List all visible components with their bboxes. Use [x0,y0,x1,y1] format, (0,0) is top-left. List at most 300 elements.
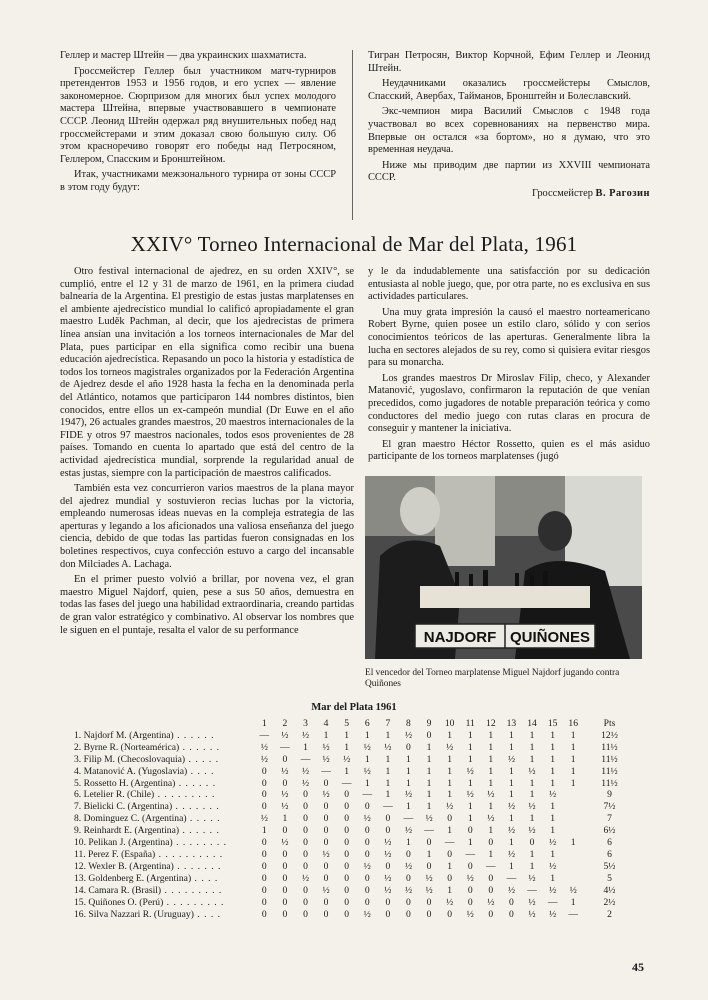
score-cell: ½ [466,789,474,801]
score-cell: 1 [385,765,391,777]
score-cell: 0 [303,860,308,872]
score-cell: — [424,825,434,837]
score-cell: 1 [529,860,535,872]
table-header-row [74,718,636,730]
score-cell: — [341,777,352,789]
score-cell: 1 [467,813,473,825]
signature-name: В. Рагозин [595,187,650,199]
column-header: 2 [282,718,288,729]
score-cell: 0 [282,908,288,920]
score-cell: 0 [261,801,267,813]
score-cell: ½ [528,765,536,777]
score-cell: ½ [549,837,557,849]
article-right-column [368,266,650,467]
column-header: 3 [303,718,308,729]
score-cell: 1 [385,789,391,801]
score-cell: 0 [323,837,329,849]
score-cell: 0 [303,813,308,825]
score-cell: ½ [363,741,371,753]
score-cell: — [300,753,311,765]
score-cell: 0 [282,896,288,908]
score-cell: 1 [550,765,555,777]
score-cell: 1 [426,801,432,813]
score-cell: ½ [281,765,289,777]
score-cell: 1 [509,813,514,825]
score-cell: ½ [466,908,474,920]
score-cell: ½ [425,813,433,825]
score-cell: 1 [467,741,473,753]
column-header: 15 [547,718,558,729]
leader-dots: . . . . . . [179,825,220,837]
table-row [74,873,636,885]
score-cell: 1 [550,872,555,884]
score-cell: 1 [488,765,494,777]
player-name: 7. Bielicki C. (Argentina) [74,801,173,813]
score-cell: 1 [509,789,514,801]
points-cell: 7 [607,813,612,825]
score-cell: 1 [550,777,555,789]
photo-illustration [365,476,642,659]
score-cell: ½ [301,872,310,884]
score-cell: 0 [426,860,432,872]
score-cell: 1 [447,729,453,741]
score-cell: 1 [426,765,432,777]
score-cell: 0 [488,872,494,884]
score-cell: 0 [261,848,267,860]
ru-paragraph: Гроссмейстер Геллер был участником матч-турниров претендентов 1953 и 1956 годов, и его успех — явление закономерное. Сюрпризом для многих был успех молодого мастера Штейна, впервые участвовавшего в чемпионате СССР. Леонид Штейн одержал ряд внушительных побед над гроссмейстерами и этим доказал свою большую силу. Об этом красноречиво говорят его победы над Петросяном, Геллером, Спасским и Бронштейном. [60,65,336,165]
score-cell: 1 [364,777,370,789]
score-cell: 0 [323,908,329,920]
score-cell [563,861,584,873]
score-cell: 1 [364,729,370,741]
score-cell: 1 [550,813,555,825]
score-cell: 1 [529,813,535,825]
score-cell: 0 [303,908,308,920]
player-name-cell [74,837,254,849]
score-cell: ½ [363,908,371,920]
table-row [74,754,636,766]
table-row [74,897,636,909]
score-cell: 0 [323,825,329,837]
score-cell: 0 [261,872,267,884]
player-name-cell [74,778,254,790]
score-cell [563,825,584,837]
leader-dots: . . . . [191,872,219,884]
score-cell: ½ [301,729,310,741]
score-cell: 1 [570,777,576,789]
ru-signature [368,188,650,201]
score-cell: 1 [550,741,555,753]
score-cell: 1 [570,741,576,753]
player-name: 14. Camara R. (Brasil) [74,884,162,896]
score-cell: 0 [447,872,453,884]
score-cell: ½ [404,884,413,896]
score-cell: 1 [447,753,453,765]
article-title: XXIV° Torneo Internacional de Mar del Plata, 1961 [130,232,578,256]
points-cell: 4½ [603,884,616,896]
ru-paragraph: Неудачниками оказались гроссмейстеры Смыслов, Спасский, Авербах, Тайманов, Бронштейн и Болеславский. [368,78,650,102]
score-cell: 1 [488,741,494,753]
score-cell: 0 [406,908,411,920]
table-row [74,825,636,837]
score-cell: 0 [406,848,411,860]
score-cell: 1 [570,753,576,765]
score-cell: ½ [404,729,413,741]
ru-paragraph: Геллер и мастер Штейн — два украинских шахматиста. [60,50,307,61]
column-header: 6 [364,718,370,729]
score-cell: 0 [282,777,288,789]
player-name: 16. Silva Nazzari R. (Uruguay) [74,908,194,920]
score-cell: ½ [281,789,289,801]
score-cell: ½ [487,813,495,825]
score-cell: 0 [364,825,370,837]
table-row [74,849,636,861]
table-row [74,909,636,921]
column-divider [352,50,353,220]
article-paragraph: y le da indudablemente una satisfacción por su dedicación entusiasta al noble juego, que, por otra parte, no es exclusiva en sus actividades particulares. [368,266,650,303]
score-cell: 0 [323,872,329,884]
score-cell: ½ [569,884,577,896]
player-name-cell [74,813,254,825]
score-cell: 1 [550,729,555,741]
article-paragraph: Una muy grata impresión la causó el maestro norteamericano Robert Byrne, quien posee un estilo claro, sólido y con serios conocimientos teóricos de las aperturas. Generalmente libra la lucha en sectores alejados de su rey, como si quisiera evitar riesgos para su monarcha. [368,306,650,369]
score-cell: 1 [509,777,514,789]
score-cell: ½ [549,884,557,896]
leader-dots: . . . . . . . [172,801,220,813]
score-cell: 0 [488,884,494,896]
player-name: 3. Filip M. (Checoslovaquia) [74,753,186,765]
player-name-cell [74,825,254,837]
score-cell: 1 [323,729,329,741]
points-cell: 6 [607,848,612,860]
score-cell: 0 [261,908,267,920]
score-cell: 1 [550,848,555,860]
player-name: 10. Pelikan J. (Argentina) [74,837,173,849]
score-cell: 0 [447,908,453,920]
score-cell: 1 [406,765,411,777]
score-cell: 1 [570,837,576,849]
score-cell: 1 [509,741,514,753]
score-cell: ½ [281,801,289,813]
score-cell: ½ [528,896,536,908]
score-cell: 0 [385,813,391,825]
score-cell: ½ [384,741,392,753]
score-cell: 1 [529,729,535,741]
score-cell: 1 [488,848,494,860]
score-cell: 0 [303,801,308,813]
photo-sign-left: NAJDORF [423,629,497,646]
score-cell: ½ [446,741,454,753]
score-cell [563,801,584,813]
column-header: 13 [506,718,517,729]
score-cell: ½ [549,789,557,801]
article-paragraph: El gran maestro Héctor Rossetto, quien es el más asiduo participante de los torneos marplatenses (jugó [368,438,650,463]
score-cell: ½ [446,801,454,813]
score-cell: 1 [550,825,555,837]
score-cell: ½ [322,789,330,801]
score-cell: 1 [406,801,411,813]
score-cell: ½ [301,765,310,777]
score-cell: 0 [406,896,411,908]
points-cell: 7½ [603,801,616,813]
score-cell: 0 [344,908,350,920]
column-header: 11 [465,718,475,729]
article-paragraph: Otro festival internacional de ajedrez, en su orden XXIV°, se cumplió, entre el 12 y 31 de marzo de 1961, en la primera ciudad balnearia de la Argentina. El prestigio de estas justas marplatenses en el ambiente ajedrecístico mundial lo calificó apropiadamente el gran maestro Luděk Pachman, al decir, que los ajedrecistas de primera línea ansían una invitación a los torneos internacionales de Mar del Plata, pues participar en ella significa como recibir una buena educación ajedrecística. Repasando un poco la historia y estadística de todos los torneos magistrales organizados por la Federación Argentina de Ajedrez desde el año 1928 hasta la fecha en la denominada perla del Atlántico, notamos que participaron 144 nombres distintos, bien conocidos, entre ellos un ex-campeón mundial (Dr Euwe en el año 1947), 26 actuales grandes maestros, 20 maestros internacionales de la FIDE y otros 97 maestros nacionales, todos esos provenientes de 28 países. Tomando en cuenta lo apartado que está del centro de la actividad ajedrecística mundial, sorprende la regularidad anual de estas justas, siempre con la participación de maestros calificados. [60,266,354,479]
score-cell: 1 [344,765,350,777]
score-cell: 0 [467,884,473,896]
score-cell: 1 [550,753,555,765]
score-cell: 0 [344,837,350,849]
column-header: 4 [323,718,329,729]
player-name-cell [74,789,254,801]
points-cell: 6 [607,837,612,849]
score-cell: 0 [303,884,308,896]
score-cell: ½ [384,837,392,849]
player-name: 13. Goldenberg E. (Argentina) [74,872,192,884]
score-cell: 0 [509,896,514,908]
score-cell: ½ [487,896,495,908]
points-cell: 11½ [601,741,618,753]
score-cell: 0 [323,801,329,813]
score-cell: 0 [261,789,267,801]
score-cell: ½ [446,896,454,908]
score-cell: ½ [343,753,351,765]
score-cell: 1 [529,753,535,765]
score-cell: 0 [344,896,350,908]
score-cell: — [321,765,331,777]
score-cell: 0 [344,860,350,872]
column-header: 16 [568,718,578,729]
score-cell: 0 [303,825,308,837]
score-cell: ½ [363,860,371,872]
score-cell: 0 [344,848,350,860]
score-cell: 0 [447,848,453,860]
score-cell: — [465,848,476,860]
score-cell: 0 [303,789,308,801]
score-cell: ½ [384,884,392,896]
score-cell: 0 [303,848,308,860]
score-cell: ½ [528,825,536,837]
score-cell: 0 [488,837,494,849]
score-cell: ½ [363,813,371,825]
points-cell: 9 [607,789,612,801]
score-cell: ½ [425,884,433,896]
score-cell: — [280,741,290,753]
player-name: 15. Quiñones O. (Perú) [74,896,164,908]
score-cell: 1 [467,753,473,765]
score-cell: 1 [488,801,494,813]
score-cell: ½ [260,753,268,765]
score-cell: 1 [447,765,453,777]
player-name-cell [74,742,254,754]
table-row [74,766,636,778]
score-cell: ½ [487,789,495,801]
score-cell: 1 [426,789,432,801]
score-cell: — [547,896,558,908]
ru-paragraph: Ниже мы приводим две партии из XXVIII чемпионата СССР. [368,159,650,184]
player-name-cell [74,801,254,813]
score-cell: 1 [282,813,288,825]
score-cell: 1 [447,884,453,896]
player-name: 8. Dominguez C. (Argentina) [74,813,187,825]
page-number: 45 [632,960,644,974]
score-cell: 0 [261,896,267,908]
score-cell: 1 [509,729,514,741]
leader-dots: . . . . . [185,753,220,765]
score-cell: 0 [344,813,350,825]
score-cell: ½ [528,872,536,884]
score-cell: 0 [385,896,391,908]
article-paragraph: En el primer puesto volvió a brillar, por novena vez, el gran maestro Miguel Najdorf, quien, pese a sus 50 años, demuestra en todas las fases del juego una habilidad extraordinaria, creando partidas de gran valor estratégico y combinativo. Al observar los nombres que le siguen en el puntaje, resalta el valor de su performance [60,574,354,636]
score-cell: 0 [344,801,350,813]
score-cell: ½ [507,801,516,813]
score-cell: 0 [406,741,411,753]
score-cell: 1 [426,848,432,860]
score-cell: 0 [261,884,267,896]
score-cell: ½ [260,813,268,825]
table-row [74,789,636,801]
score-cell: 0 [282,848,288,860]
score-cell: ½ [322,884,330,896]
score-cell: 0 [364,837,370,849]
score-cell: 1 [529,741,535,753]
russian-left-column [60,50,336,198]
score-cell: 0 [282,872,288,884]
leader-dots: . . . . . [186,813,221,825]
score-cell: ½ [260,741,268,753]
leader-dots: . . . . . . . . . [154,789,216,801]
score-cell: 1 [570,896,576,908]
points-cell: 6½ [603,825,616,837]
russian-right-column [368,50,650,204]
table-title: Mar del Plata 1961 [311,702,397,713]
score-cell: 0 [406,872,411,884]
table-row [74,861,636,873]
score-cell: 1 [344,741,350,753]
score-cell: 0 [282,825,288,837]
score-cell: 0 [261,765,267,777]
score-cell: 1 [467,729,473,741]
score-cell: 0 [344,825,350,837]
score-cell: 0 [488,908,494,920]
points-cell: 2 [607,908,612,920]
score-cell: 0 [344,872,350,884]
leader-dots: . . . . . . . . . . [155,848,224,860]
table-row [74,778,636,790]
player-name-cell [74,897,254,909]
points-cell: 11½ [601,765,618,777]
score-cell: — [259,729,270,741]
score-cell: — [362,789,373,801]
score-cell: ½ [466,872,474,884]
column-header: 5 [344,718,350,729]
table-row [74,801,636,813]
score-cell: 0 [364,801,370,813]
score-cell: ½ [301,777,310,789]
score-cell: 1 [467,801,473,813]
score-cell: 0 [282,860,288,872]
player-name-cell [74,766,254,778]
leader-dots: . . . . [193,908,222,920]
table-row [74,730,636,742]
ru-paragraph: Экс-чемпион мира Василий Смыслов с 1948 года участвовал во всех соревнованиях на первенство мира. Впервые он остался «за бортом», но я думаю, что это временная неудача. [368,106,650,156]
points-cell: 2½ [603,896,616,908]
score-cell: 0 [323,860,329,872]
score-cell: ½ [281,729,289,741]
ru-paragraph: Тигран Петросян, Виктор Корчной, Ефим Геллер и Леонид Штейн. [368,50,650,74]
score-cell: 0 [303,837,308,849]
score-cell: ½ [322,848,330,860]
score-cell: ½ [528,801,536,813]
ru-paragraph: Итак, участниками межзонального турнира от зоны СССР в этом году будут: [60,169,336,193]
score-cell: ½ [281,837,289,849]
score-cell: — [486,860,496,872]
score-cell: ½ [507,825,516,837]
score-cell: 1 [406,777,411,789]
score-cell: 1 [570,765,576,777]
score-cell: 0 [364,884,370,896]
table-row [74,837,636,849]
score-cell: — [527,884,537,896]
score-cell: 1 [447,777,453,789]
points-cell: 12½ [601,729,618,741]
score-cell: ½ [404,825,413,837]
leader-dots: . . . . . . [173,729,215,741]
score-cell: 1 [529,789,535,801]
score-cell: 1 [570,729,576,741]
player-name-cell [74,849,254,861]
player-name-cell [74,730,254,742]
signature-role: Гроссмейстер [531,187,593,199]
score-cell: 0 [344,789,350,801]
score-cell: 0 [261,777,267,789]
score-cell [563,813,584,825]
score-cell [563,789,584,801]
score-cell: ½ [507,884,516,896]
score-cell: 0 [426,837,432,849]
score-cell: 1 [447,860,453,872]
score-cell: 0 [261,860,267,872]
score-cell: 1 [406,837,411,849]
score-cell: 0 [303,896,308,908]
score-cell: 0 [261,837,267,849]
score-cell: 1 [550,801,555,813]
column-header: 8 [406,718,411,729]
article-paragraph: Los grandes maestros Dr Miroslav Filip, checo, y Alexander Matanović, yugoslavo, confirmaron la reputación de que venían precedidos, como jugadores de notable preparación teórica y como conductores del medio juego con rutas claras en procura de conseguir y mantener la iniciativa. [368,372,650,435]
table-row [74,885,636,897]
table-row [74,742,636,754]
score-cell: ½ [322,741,330,753]
score-cell: — [383,801,393,813]
score-cell: 1 [385,729,391,741]
photo-sign-right: QUIÑONES [509,629,591,646]
article-paragraph: También esta vez concurrieron varios maestros de la plana mayor del ajedrez mundial y sostuvieron recias luchas por la victoria, empleando numerosas ideas nuevas en la compleja estrategia de las aperturas y legando a los aficionados una valiosa enseñanza del juego ciencia, debido de que todas las partidas fueron consignadas en los boletines respectivos, cuya confección estuvo a cargo del incansable don Milciades A. Lachaga. [60,483,354,570]
player-name: 4. Matanović A. (Yugoslavia) [74,765,188,777]
score-cell: ½ [404,860,413,872]
player-name-cell [74,873,254,885]
score-cell: 0 [323,896,329,908]
score-cell: 1 [426,777,432,789]
score-cell: 1 [509,860,514,872]
score-cell: 1 [467,837,473,849]
player-name-cell [74,754,254,766]
pts-header: Pts [603,718,616,729]
score-cell: 0 [385,860,391,872]
score-cell: 0 [447,813,453,825]
score-cell: ½ [322,753,330,765]
score-cell: — [568,908,578,920]
score-cell: — [403,813,414,825]
